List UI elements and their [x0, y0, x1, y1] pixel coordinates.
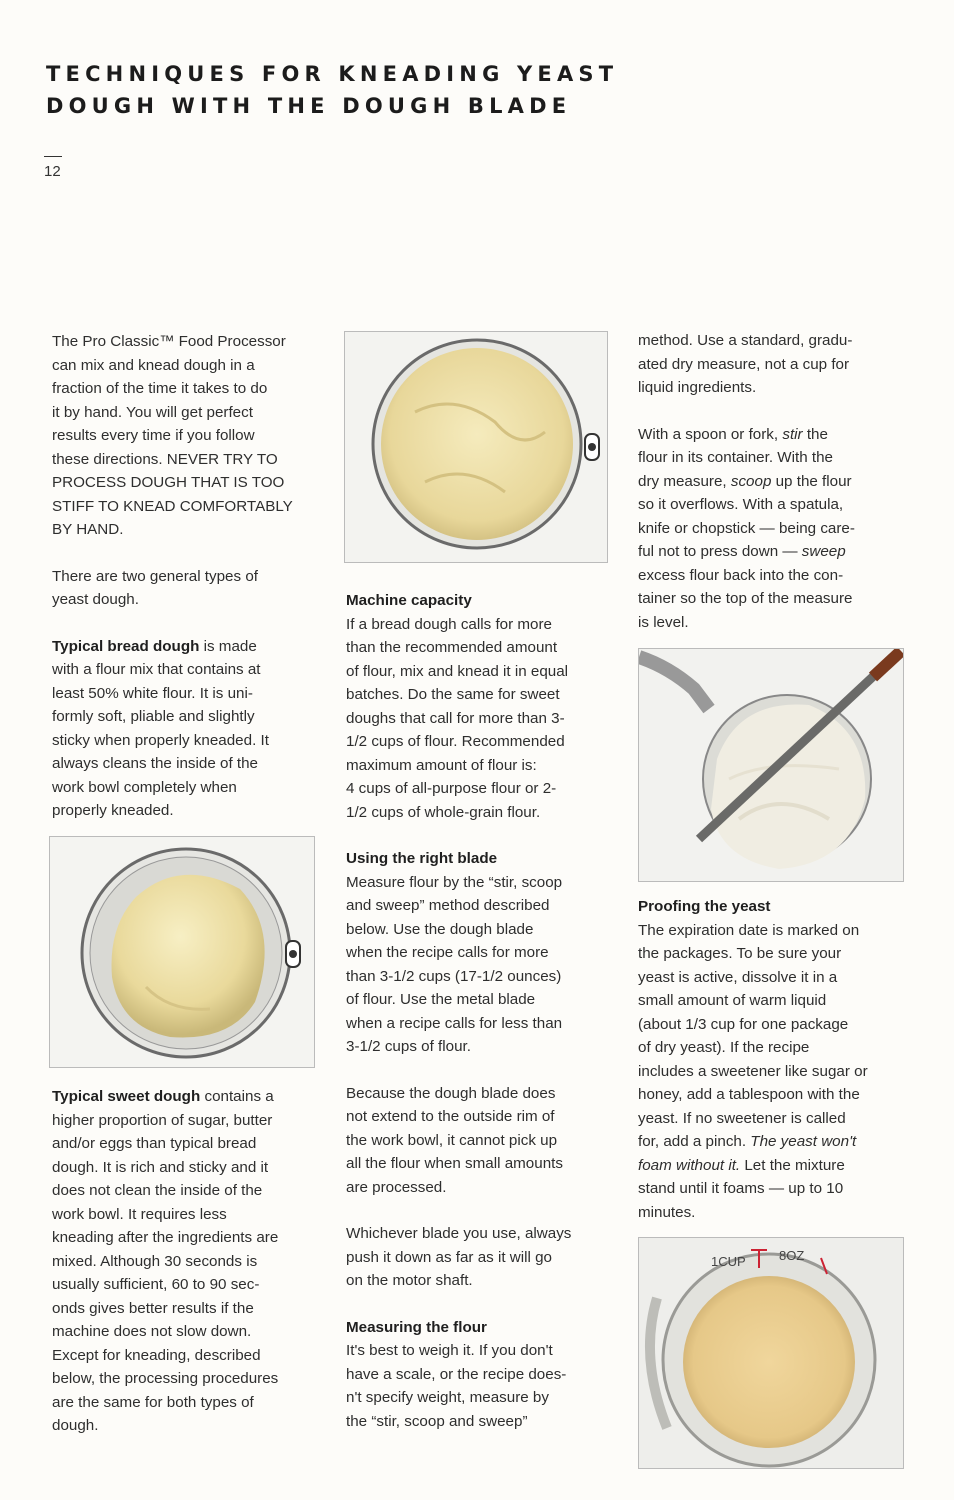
bread-dough-bowl-photo: [344, 331, 608, 563]
graduated-measure-paragraph: method. Use a standard, gradu- ated dry measure, not a cup for liquid ingredients.: [638, 332, 853, 396]
right-blade-section: Using the right blade Measure flour by the “stir, scoop and sweep” method described below. Use the dough blade when the recipe calls for more than 3-1/2 cups (17-1/2 ounces) of flour. Use the metal blade when a recipe calls for less than 3-1/2 cups of flour.: [346, 847, 621, 1059]
column-3-bottom: [638, 895, 918, 1224]
sweet-dough-bowl-icon: [50, 837, 314, 1067]
flour-measuring-cup-photo: [638, 648, 904, 882]
column-2: [346, 589, 621, 1433]
sweet-dough-bowl-photo: [49, 836, 315, 1068]
flour-measuring-cup-icon: [639, 649, 903, 881]
column-3-top: [638, 329, 918, 634]
page-title: [46, 58, 618, 122]
bread-dough-lead: Typical bread dough: [52, 637, 200, 655]
cup-label-text: 1CUP: [711, 1254, 746, 1269]
proofing-yeast-section: Proofing the yeast The expiration date is marked on the packages. To be sure your yeast is active, dissolve it in a small amount of warm liquid (about 1/3 cup for one package of dry yeast). If the recipe includes a sweetener like sugar or honey, add a tablespoon with the yeast. If no sweetener is called for, add a pinch. The yeast won't foam without it. Let the mixture stand until it foams — up to 10 minutes.: [638, 895, 918, 1224]
dough-types-paragraph: There are two general types of yeast dough.: [52, 567, 258, 608]
page-number-rule: [44, 156, 62, 157]
measuring-flour-section: Measuring the flour It's best to weigh it. If you don't have a scale, or the recipe does- n't specify weight, measure by the “stir, scoop and sweep”: [346, 1316, 621, 1434]
measuring-flour-heading: Measuring the flour: [346, 1318, 487, 1336]
page-title-line-2: DOUGH WITH THE DOUGH BLADE: [46, 94, 572, 118]
yeast-measuring-cup-photo: [638, 1237, 904, 1469]
bread-dough-paragraph: Typical bread dough is made with a flour mix that contains at least 50% white flour. It is uni- formly soft, pliable and slightly sticky when properly kneaded. It always cleans the inside of the work bowl completely when properly kneaded.: [52, 637, 269, 819]
yeast-measuring-cup-icon: [639, 1238, 903, 1468]
sweet-dough-paragraph: Typical sweet dough contains a higher proportion of sugar, butter and/or eggs than typical bread dough. It is rich and sticky and it does not clean the inside of the work bowl. It requires less kneading after the ingredients are mixed. Although 30 seconds is usually sufficient, 60 to 90 sec- onds gives better results if the machine does not slow down. Except for kneading, described below, the processing procedures are the same for both types of dough.: [52, 1088, 279, 1434]
sweet-dough-lead: Typical sweet dough: [52, 1088, 201, 1105]
machine-capacity-section: Machine capacity If a bread dough calls for more than the recommended amount of flour, mix and knead it in equal batches. Do the same for sweet doughs that call for more than 3- 1/2 cups of flour. Recommended maximum amount of flour is: 4 cups of all-purpose flour or 2- 1/2 cups of whole-grain flour.: [346, 589, 621, 824]
oz-label-text: 8OZ: [779, 1248, 805, 1263]
column-1-top: [52, 330, 332, 823]
intro-paragraph: The Pro Classic™ Food Processor can mix and knead dough in a fraction of the time it takes to do it by hand. You will get perfect results every time if you follow these directions. NEVER TRY TO PROCESS DOUGH THAT IS TOO STIFF TO KNEAD COMFORTABLY BY HAND.: [52, 333, 293, 538]
stir-scoop-sweep-paragraph: With a spoon or fork, stir the flour in its container. With the dry measure, scoop up the flour so it overflows. With a spatula, knife or chopstick — being care- ful not to press down — sweep excess flour back into the con- tainer so the top of the measure is level.: [638, 425, 855, 631]
dough-blade-rim-paragraph: Because the dough blade does not extend to the outside rim of the work bowl, it cannot pick up all the flour when small amounts are processed.: [346, 1084, 563, 1196]
bread-dough-bowl-icon: [345, 332, 607, 562]
column-1-bottom: [52, 1085, 332, 1438]
proofing-yeast-heading: Proofing the yeast: [638, 898, 771, 915]
right-blade-heading: Using the right blade: [346, 850, 498, 867]
machine-capacity-heading: Machine capacity: [346, 592, 472, 609]
page-number: 12: [44, 163, 61, 180]
page-title-line-1: TECHNIQUES FOR KNEADING YEAST: [46, 62, 619, 86]
push-blade-paragraph: Whichever blade you use, always push it down as far as it will go on the motor shaft.: [346, 1225, 572, 1289]
